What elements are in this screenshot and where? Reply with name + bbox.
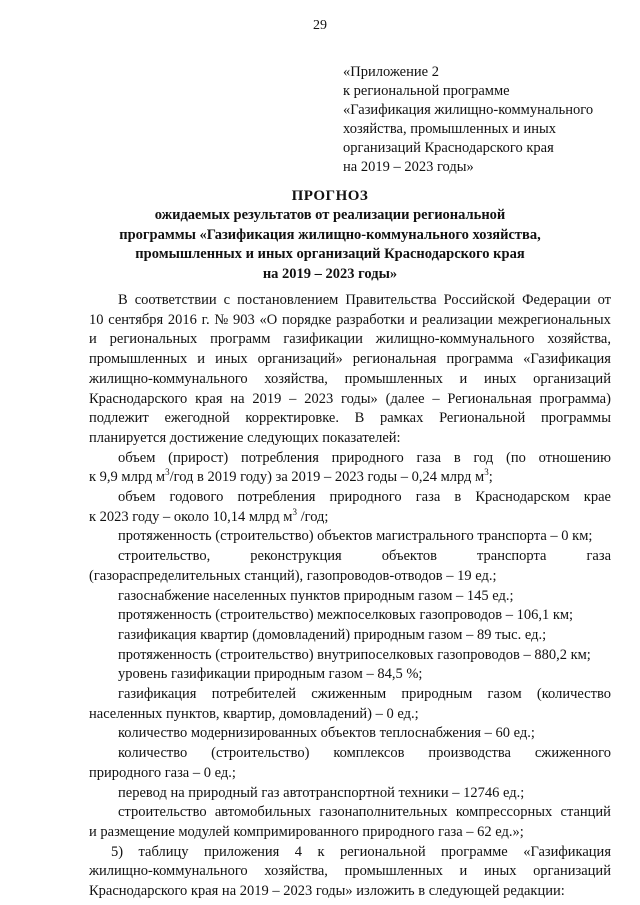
word: Федерации <box>522 292 591 308</box>
paragraph-line <box>89 291 611 311</box>
word: газа <box>416 449 442 466</box>
paragraph-line <box>89 390 611 410</box>
word: сжиженного <box>534 745 611 762</box>
paragraph-line <box>89 330 611 350</box>
indicator-line <box>89 685 611 705</box>
indicator-line <box>89 744 611 764</box>
indicator-line: уровень газификации природным газом – 84,5 %; <box>118 666 423 683</box>
word: хозяйства, <box>264 863 328 880</box>
word: газом <box>487 686 522 703</box>
appendix-reference <box>343 63 633 177</box>
word: газификация <box>118 686 197 703</box>
indicator-line: количество модернизированных объектов теплоснабжения – 60 ед.; <box>118 725 535 742</box>
word: (строительство) <box>211 745 310 762</box>
indicator-text: ; <box>488 469 493 486</box>
word: промышленных <box>89 351 188 368</box>
word: в <box>454 489 462 506</box>
word: «О <box>259 311 278 328</box>
word: потребителей <box>211 686 297 703</box>
heading-line: ожидаемых результатов от реализации региональной <box>154 207 506 223</box>
word: программа <box>446 351 514 368</box>
word: Краснодарского <box>89 390 188 407</box>
indicator-line: природного газа – 0 ед.; <box>89 764 236 781</box>
word: и <box>89 331 97 348</box>
paragraph-line <box>89 843 611 863</box>
indicator-line: протяженность (строительство) объектов магистрального транспорта – 0 км; <box>118 528 593 545</box>
word: строительство, <box>118 548 211 565</box>
document-heading <box>80 187 580 284</box>
indicator-text: к 9,9 млрд м <box>89 469 166 486</box>
word: объем <box>118 489 156 506</box>
word: природного <box>331 449 404 466</box>
word: с <box>223 292 231 308</box>
word: 10 <box>89 311 104 328</box>
word: в <box>453 449 461 466</box>
word: к <box>317 843 325 860</box>
indicator-line: (газораспределительных станций), газопроводов-отводов – 19 ед.; <box>89 567 497 584</box>
word: промышленных <box>344 863 443 880</box>
word: разработки <box>336 311 405 328</box>
indicator-line <box>89 508 611 528</box>
word: хозяйства, <box>547 331 611 348</box>
word: № <box>214 311 229 328</box>
word: 903 <box>232 311 255 328</box>
word: крае <box>583 489 611 506</box>
document-body <box>89 291 611 902</box>
word: объектов <box>381 548 438 565</box>
word: 4 <box>294 843 303 860</box>
page-number: 29 <box>313 18 327 33</box>
word: сентября <box>108 311 164 328</box>
word: 2023 <box>304 390 334 407</box>
paragraph-line: планируется достижение следующих показателей: <box>89 429 401 446</box>
indicator-line: населенных пунктов, квартир, домовладений) – 0 ед.; <box>89 705 419 722</box>
word: иных <box>483 370 517 387</box>
word: газа <box>415 489 441 506</box>
word: программе <box>441 843 508 860</box>
word: г. <box>201 311 210 328</box>
word: и <box>197 351 206 368</box>
word: потребления <box>240 449 319 466</box>
superscript: 3 <box>292 506 297 517</box>
word: края <box>195 390 223 407</box>
word: природного <box>329 489 402 506</box>
word: жилищно-коммунального <box>89 370 248 387</box>
word: Региональной <box>439 410 526 427</box>
word: год <box>473 449 494 466</box>
appendix-line: к региональной программе <box>343 83 510 99</box>
word: производства <box>428 745 511 762</box>
word: газа <box>586 548 611 565</box>
superscript: 3 <box>484 467 489 478</box>
indicator-line <box>89 803 611 823</box>
paragraph-line <box>89 409 611 429</box>
indicator-text: /год; <box>296 508 329 525</box>
heading-line: промышленных и иных организаций Краснодарского края <box>135 246 525 262</box>
heading-line: программы «Газификация жилищно-коммунального хозяйства, <box>119 226 541 243</box>
word: от <box>597 292 611 308</box>
indicator-text: /год в 2019 году) за 2019 – 2023 годы – 0,24 млрд м <box>169 469 485 486</box>
indicator-line: газоснабжение населенных пунктов природным газом – 145 ед.; <box>118 587 514 604</box>
word: газификации <box>283 331 363 348</box>
word: промышленных <box>344 370 443 387</box>
word: программы <box>540 410 611 427</box>
word: реализации <box>422 311 493 328</box>
indicator-line <box>89 468 611 488</box>
word: организаций <box>533 863 611 880</box>
word: сжиженным <box>311 686 387 703</box>
word: потребления <box>237 489 316 506</box>
appendix-line: хозяйства, промышленных и иных <box>343 121 556 137</box>
word: жилищно-коммунального <box>89 863 248 880</box>
word: таблицу <box>138 843 189 860</box>
word: и <box>459 370 468 387</box>
word: Региональная <box>447 390 532 407</box>
word: 2016 <box>167 311 197 328</box>
word: количество <box>118 745 188 762</box>
paragraph-line <box>89 862 611 882</box>
word: иных <box>215 351 248 368</box>
superscript: 3 <box>165 467 170 478</box>
word: реконструкция <box>250 548 342 565</box>
word: соответствии <box>134 292 217 308</box>
word: «Газификация <box>523 843 611 860</box>
paragraph-line <box>89 370 611 390</box>
word: Российской <box>443 292 516 308</box>
word: годы» <box>341 390 378 407</box>
appendix-line: «Газификация жилищно-коммунального <box>343 102 594 118</box>
word: 2019 <box>252 390 282 407</box>
word: и <box>409 311 418 328</box>
word: – <box>289 390 297 407</box>
word: компрессорных <box>455 804 553 821</box>
word: отношению <box>538 449 611 466</box>
word: В <box>354 410 365 427</box>
word: жилищно-коммунального <box>375 331 535 348</box>
word: строительство <box>118 804 207 821</box>
word: региональная <box>352 351 437 368</box>
word: на <box>230 390 245 407</box>
word: и <box>459 863 468 880</box>
word: 5) <box>111 843 124 860</box>
paragraph-line <box>89 350 611 370</box>
appendix-line: «Приложение 2 <box>343 64 439 80</box>
word: приложения <box>203 843 280 860</box>
word: транспорта <box>477 548 547 565</box>
indicator-text: к 2023 году – около 10,14 млрд м <box>89 508 293 525</box>
word: региональных <box>109 331 198 348</box>
word: организаций <box>533 370 611 387</box>
indicator-line <box>89 488 611 508</box>
paragraph-line <box>89 311 611 331</box>
indicator-line <box>89 547 611 567</box>
appendix-line: организаций Краснодарского края <box>343 140 554 156</box>
word: объем <box>118 449 156 466</box>
word: комплексов <box>333 745 405 762</box>
word: подлежит <box>89 410 149 427</box>
word: Правительства <box>345 292 437 308</box>
indicator-line: протяженность (строительство) внутрипоселковых газопроводов – 880,2 км; <box>118 646 591 663</box>
indicator-line: газификация квартир (домовладений) природным газом – 89 тыс. ед.; <box>118 626 547 643</box>
word: автомобильных <box>214 804 312 821</box>
word: региональной <box>340 843 426 860</box>
word: иных <box>483 863 517 880</box>
word: природным <box>401 686 473 703</box>
word: В <box>118 292 128 308</box>
indicator-line: и размещение модулей компримированного природного газа – 62 ед.»; <box>89 823 524 840</box>
word: (количество <box>536 686 611 703</box>
word: «Газификация <box>523 351 611 368</box>
word: (прирост) <box>168 449 229 466</box>
heading-line: на 2019 – 2023 годы» <box>262 265 398 282</box>
word: – <box>432 390 440 407</box>
indicator-line <box>89 449 611 469</box>
word: станций <box>560 804 611 821</box>
word: межрегиональных <box>497 311 611 328</box>
word: программа) <box>539 390 611 407</box>
word: корректировке. <box>245 410 339 427</box>
word: (по <box>506 449 526 466</box>
paragraph-line: Краснодарского края на 2019 – 2023 годы» изложить в следующей редакции: <box>89 883 565 900</box>
word: порядке <box>281 311 332 328</box>
word: газонаполнительных <box>319 804 448 821</box>
appendix-line: на 2019 – 2023 годы» <box>343 159 474 175</box>
word: рамках <box>380 410 424 427</box>
word: годового <box>169 489 224 506</box>
word: (далее <box>385 390 425 407</box>
word: ежегодной <box>164 410 230 427</box>
indicator-line: перевод на природный газ автотранспортной техники – 12746 ед.; <box>118 784 525 801</box>
document-title: ПРОГНОЗ <box>291 188 369 204</box>
word: постановлением <box>237 292 339 308</box>
word: Краснодарском <box>475 489 570 506</box>
indicator-line: протяженность (строительство) межпоселковых газопроводов – 106,1 км; <box>118 607 574 624</box>
word: программ <box>210 331 271 348</box>
word: хозяйства, <box>264 370 328 387</box>
word: организаций» <box>257 351 343 368</box>
